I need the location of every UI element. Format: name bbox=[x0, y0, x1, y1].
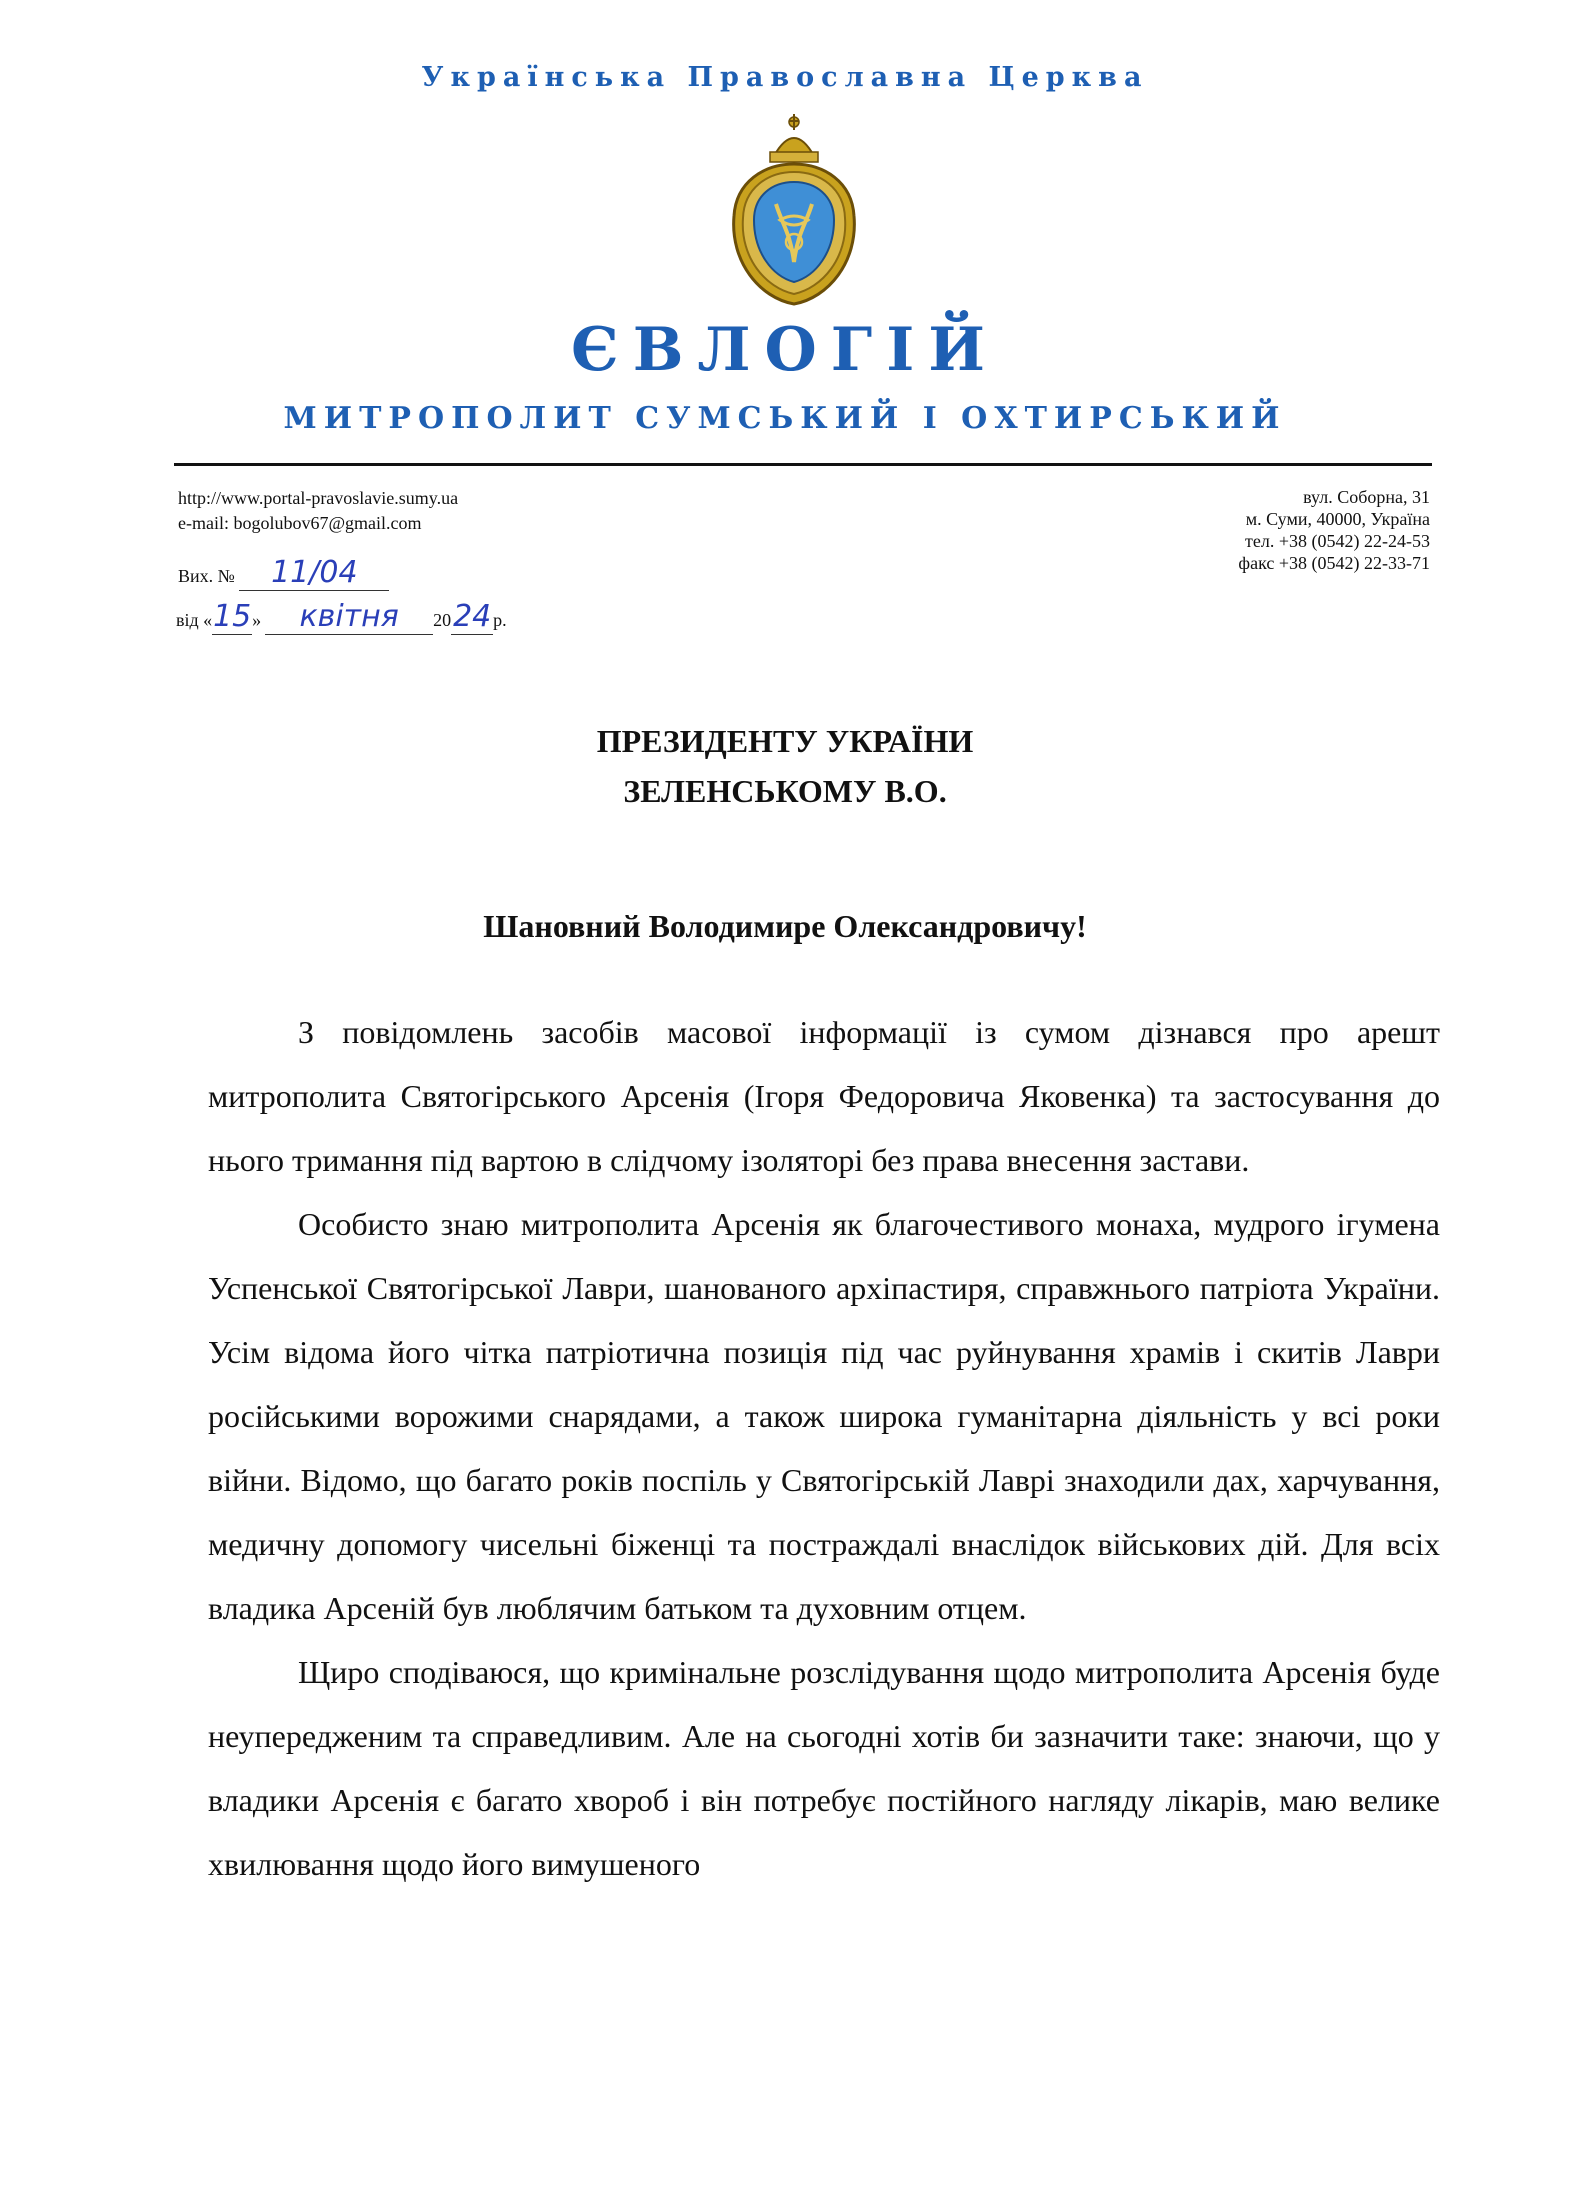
letter-body bbox=[208, 1000, 1440, 1896]
date-month: квітня bbox=[265, 600, 433, 635]
street-address: вул. Соборна, 31 bbox=[1303, 487, 1430, 507]
addressee-line-1: ПРЕЗИДЕНТУ УКРАЇНИ bbox=[596, 723, 974, 759]
date-year-prefix: 20 bbox=[433, 610, 452, 630]
paragraph-1: З повідомлень засобів масової інформації із сумом дізнався про арешт митрополита Святогірського Арсенія (Ігоря Федоровича Яковенка) та застосування до нього тримання під вартою в слідчому ізоляторі без права внесення застави. bbox=[208, 1014, 1440, 1178]
metropolitan-title: МИТРОПОЛИТ СУМСЬКИЙ І ОХТИРСЬКИЙ bbox=[283, 401, 1287, 436]
website-link[interactable]: http://www.portal-pravoslavie.sumy.ua bbox=[178, 488, 459, 508]
addressee-line-2: ЗЕЛЕНСЬКОМУ В.О. bbox=[623, 773, 947, 809]
church-name: Українська Православна Церква bbox=[421, 62, 1149, 93]
date-prefix: від « bbox=[176, 610, 213, 630]
paragraph-3: Щиро сподіваюся, що кримінальне розслідування щодо митрополита Арсенія буде неупередженим та справедливим. Але на сьогодні хотів би зазначити таке: знаючи, що у владики Арсенія є багато хвороб і він потребує постійного нагляду лікарів, маю велике хвилювання щодо його вимушеного bbox=[208, 1654, 1440, 1882]
metropolitan-name: ЄВЛОГІЙ bbox=[571, 315, 999, 385]
contacts-left bbox=[178, 486, 458, 536]
outgoing-number-label: Вих. № bbox=[178, 566, 235, 586]
date-year-end: р. bbox=[493, 610, 507, 630]
paragraph-2: Особисто знаю митрополита Арсенія як благочестивого монаха, мудрого ігумена Успенської Святогірської Лаври, шанованого архіпастиря, справжнього патріота України. Усім відома його чітка патріотична позиція під час руйнування храмів і скитів Лаври російськими ворожими снарядами, а також широка гуманітарна діяльність у всі роки війни. Відомо, що багато років поспіль у Святогірській Лаврі знаходили дах, харчування, медичну допомогу чисельні біженці та постраждалі внаслідок військових дій. Для всіх владика Арсеній був люблячим батьком та духовним отцем. bbox=[208, 1206, 1440, 1626]
outgoing-number-value: 11/04 bbox=[239, 556, 389, 591]
email-link[interactable]: e-mail: bogolubov67@gmail.com bbox=[178, 513, 422, 533]
header-divider bbox=[174, 463, 1432, 466]
phone-number: тел. +38 (0542) 22-24-53 bbox=[1245, 531, 1430, 551]
greeting: Шановний Володимире Олександровичу! bbox=[483, 908, 1087, 944]
date-mid: » bbox=[252, 610, 262, 630]
church-emblem-icon bbox=[724, 112, 864, 308]
date-year-suffix: 24 bbox=[453, 599, 492, 634]
date-day: 15 bbox=[213, 599, 252, 634]
outgoing-number bbox=[178, 556, 389, 591]
city-address: м. Суми, 40000, Україна bbox=[1245, 509, 1430, 529]
addressee bbox=[0, 716, 1570, 816]
contacts-right bbox=[1238, 486, 1430, 574]
outgoing-date bbox=[176, 600, 507, 635]
fax-number: факс +38 (0542) 22-33-71 bbox=[1238, 553, 1430, 573]
